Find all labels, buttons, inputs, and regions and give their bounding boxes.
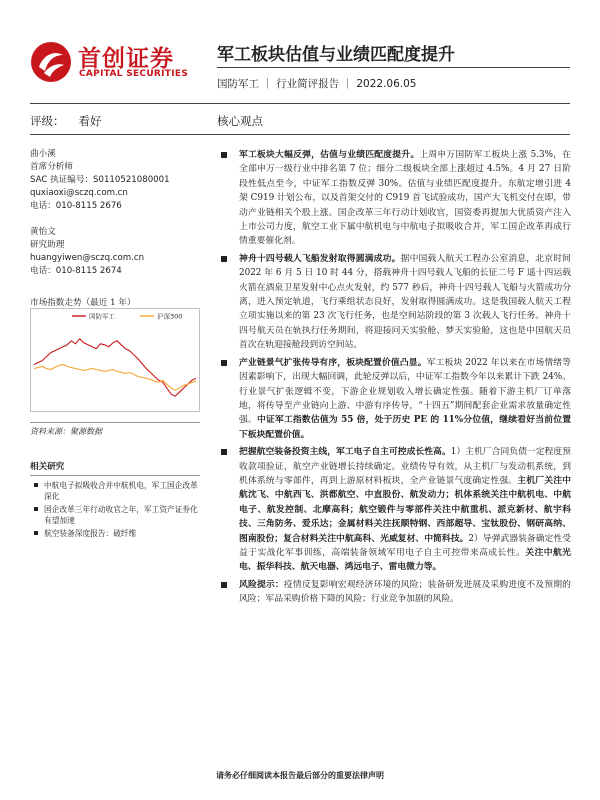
analyst-name: 曲小溪: [30, 149, 56, 159]
paragraph-lead: 把握航空装备投资主线，军工电子自主可控成长性高。: [239, 447, 451, 458]
analyst-1: [30, 148, 170, 213]
section-divider: [30, 134, 570, 135]
analyst-phone: 电话：010-8115 2674: [30, 266, 122, 276]
chart-source: 资料来源：聚源数据: [30, 422, 200, 437]
paragraph-text: 据中国载人航天工程办公室消息，北京时间 2022 年 6 月 5 日 10 时 44 分，搭载神舟十四号载人飞船的长征二号 F 遥十四运载火箭在酒泉卫星发射中心点火发射，约 577 秒后，神舟十四号载人飞船与火箭成功分离，进入预定轨道，飞行乘组状态良好，发射取得圆满成功。这是我国载人航天工程立项实施以来的第 23 次飞行任务，也是空间站阶段的第 3 次载人飞行任务。神舟十四号航天员在轨执行任务期间，将迎接问天实验舱、梦天实验舱，这也是中国航天员首次在轨迎接舱段到访空间站。: [239, 253, 571, 351]
paragraph-emphasis-2: 关注中航光电、振华科技、航天电器、鸿远电子、雷电微力等。: [239, 547, 571, 573]
paragraph-text: 1）主机厂合同负债一定程度预收款项验证，航空产业链增长持续确定。业绩传导有效，从主机厂与发动机系统，到机体系统与零部件，再到上游原材料板块，全产业链景气度确定性强。: [239, 447, 571, 486]
paragraph-lead: 神舟十四号载人飞船发射取得圆满成功。: [239, 253, 401, 264]
related-item[interactable]: 中航电子拟吸收合并中航机电，军工国企改革深化: [30, 480, 200, 502]
series-line-0: [34, 339, 196, 396]
square-bullet-icon: [221, 256, 227, 262]
analyst-role: 研究助理: [30, 240, 65, 250]
legal-footer: 请务必仔细阅读本报告最后部分的重要法律声明: [216, 770, 384, 780]
paragraph-lead: 产业链景气扩张传导有序，板块配置价值凸显。: [239, 357, 427, 368]
title-divider: [217, 67, 570, 68]
related-item[interactable]: 国企改革三年行动收官之年，军工资产证券化有望加速: [30, 504, 200, 526]
core-view-body: [217, 148, 571, 610]
related-list: [30, 480, 200, 539]
paragraph-4: [217, 445, 571, 575]
logo-text-cn: 首创证券: [78, 46, 174, 72]
header-divider: [30, 103, 570, 104]
report-subtitle: 国防军工 ｜ 行业简评报告 ｜ 2022.06.05: [217, 78, 417, 90]
related-item[interactable]: 航空装备深度报告：破纤维: [30, 528, 200, 539]
square-bullet-icon: [221, 152, 227, 158]
paragraph-text: 疫情反复影响宏观经济环境的风险；装备研发进展及采购进度不及预期的风险；军品采购价格下降的风险；行业竞争加剧的风险。: [239, 579, 571, 605]
square-bullet-icon: [221, 449, 227, 455]
related-research: [30, 460, 200, 541]
paragraph-lead: 军工板块大幅反弹，估值与业绩匹配度提升。: [239, 150, 420, 160]
analyst-cert: SAC 执证编号：S0110521080001: [30, 175, 170, 185]
core-view-title: 核心观点: [217, 114, 263, 128]
logo-text-en: CAPITAL SECURITIES: [79, 69, 189, 79]
paragraph-lead: 风险提示：: [239, 579, 284, 590]
chart-title: 市场指数走势（最近 1 年）: [30, 298, 136, 308]
related-title: 相关研究: [30, 460, 200, 476]
rating-value: 看好: [78, 114, 102, 128]
analyst-email: quxiaoxi@sczq.com.cn: [30, 188, 128, 198]
analyst-name: 黄怡文: [30, 227, 56, 237]
paragraph-1: [217, 148, 571, 249]
square-bullet-icon: [221, 360, 227, 366]
analyst-2: [30, 226, 144, 278]
legend-label-0: 国防军工: [89, 312, 115, 321]
company-logo: [30, 38, 205, 88]
square-bullet-icon: [221, 582, 227, 588]
rating: [30, 113, 102, 129]
rating-label: 评级：: [30, 114, 65, 128]
market-index-chart: [30, 308, 200, 412]
report-header: [0, 0, 600, 105]
series-line-1: [34, 365, 196, 391]
paragraph-text-2: 2）导弹武器装备确定性受益于实战化军事训练，高端装备领域军用电子自主可控带来高成长性。: [239, 533, 571, 558]
paragraph-text: 上周申万国防军工板块上涨 5.3%，在全部申万一级行业中排名第 7 位；细分二级板块全部上涨超过 4.5%。4 月 27 日阶段性低点至今，中证军工指数反弹 30%。估值与业绩匹配度提升。东航定增引进 4 架 C919 计划公布，以及首架交付的 C919 首飞试验成功，国产大飞机交付在即，带动产业链相关个股上涨。国企改革三年行动计划收官，国资委再提加大优质资产注入上市公司力度，航空工业下属中航机电与中航电子拟吸收合并，军工国企改革再成行情重要催化剂。: [239, 150, 571, 247]
analyst-email: huangyiwen@sczq.com.cn: [30, 253, 145, 263]
paragraph-2: [217, 252, 571, 353]
logo-mark-icon: [30, 41, 72, 83]
legend-label-1: 沪深300: [157, 312, 183, 321]
paragraph-3: [217, 356, 571, 442]
paragraph-text: 军工板块 2022 年以来在市场情绪等因素影响下，出现大幅回调，此轮反弹以后，中证军工指数今年以来累计下跌 24%。行业景气扩张逻辑不变，下游企业规划收入增长确定性强。随着下游主机厂订单落地，将传导至产业链向上游、中游有序传导，“十四五”期间配套企业需求放量确定性强。: [239, 357, 571, 426]
analyst-role: 首席分析师: [30, 162, 73, 172]
paragraph-risk: [217, 578, 571, 607]
analyst-phone: 电话：010-8115 2676: [30, 201, 122, 211]
paragraph-emphasis: 主机厂关注中航沈飞、中航西飞、洪都航空、中直股份、航发动力；机体系统关注中航机电、中航电子、航发控制、北摩高科；航空锻件与零部件关注中航重机、派克新材、航宇科技、三角防务、爱乐达；金属材料关注抚顺特钢、西部超导、宝钛股份、钢研高纳、图南股份；复合材料关注中航高科、光威复材、中简科技。: [239, 475, 571, 544]
report-title: 军工板块估值与业绩匹配度提升: [217, 45, 455, 65]
paragraph-emphasis: 中证军工指数估值为 55 倍，处于历史 PE 的 11%分位值，继续看好当前位置下板块配置价值。: [239, 415, 571, 440]
